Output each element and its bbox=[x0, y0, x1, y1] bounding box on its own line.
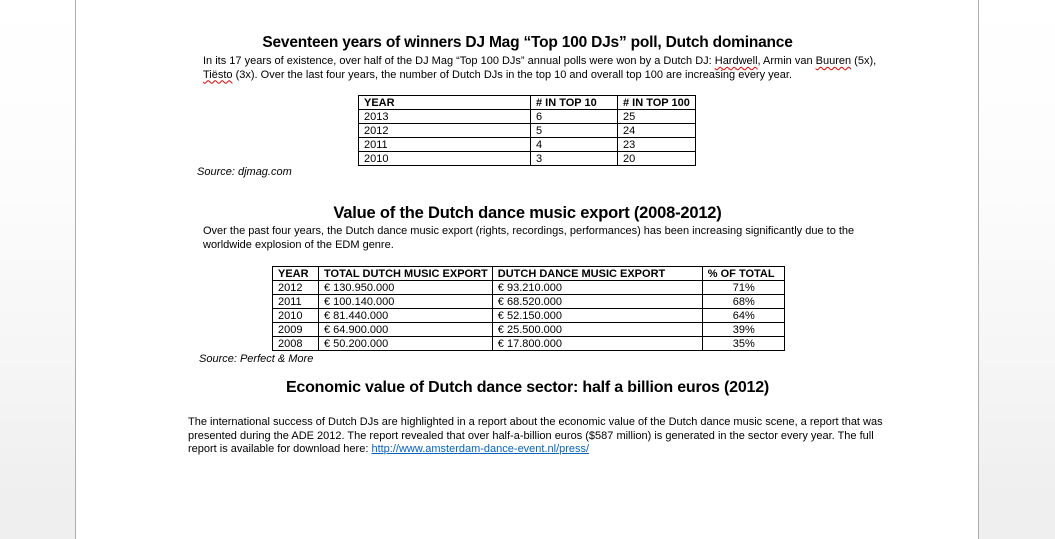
source-note-perfect-more: Source: Perfect & More bbox=[199, 353, 314, 365]
cell-top10: 6 bbox=[531, 110, 618, 124]
cell-year: 2012 bbox=[359, 124, 531, 138]
report-download-link[interactable]: http://www.amsterdam-dance-event.nl/press/ bbox=[371, 443, 590, 455]
cell-dance-export: € 52.150.000 bbox=[492, 309, 702, 323]
misspelled-word-tiesto: Tiësto bbox=[203, 68, 233, 81]
cell-top10: 4 bbox=[531, 138, 618, 152]
cell-total-export: € 50.200.000 bbox=[319, 337, 493, 351]
table-row bbox=[273, 295, 785, 309]
cell-pct-total: 71% bbox=[702, 281, 784, 295]
column-header-year: YEAR bbox=[273, 267, 319, 281]
cell-year: 2012 bbox=[273, 281, 319, 295]
table-header-row bbox=[359, 96, 696, 110]
column-header-top100: # IN TOP 100 bbox=[618, 96, 696, 110]
cell-pct-total: 35% bbox=[702, 337, 784, 351]
paragraph-export-intro: Over the past four years, the Dutch dance music export (rights, recordings, performances) has been increasing significantly due to the worldwide explosion of the EDM genre. bbox=[203, 225, 855, 251]
dj-top100-table bbox=[358, 95, 696, 166]
cell-top100: 25 bbox=[618, 110, 696, 124]
export-value-table bbox=[272, 266, 785, 351]
cell-dance-export: € 17.800.000 bbox=[492, 337, 702, 351]
cell-total-export: € 130.950.000 bbox=[319, 281, 493, 295]
cell-year: 2013 bbox=[359, 110, 531, 124]
intro-text: (3x). Over the last four years, the number of Dutch DJs in the top 10 and overall top 100 are increasing every year. bbox=[232, 68, 792, 81]
cell-total-export: € 100.140.000 bbox=[319, 295, 493, 309]
cell-top100: 20 bbox=[618, 152, 696, 166]
table-header-row bbox=[273, 267, 785, 281]
cell-year: 2011 bbox=[359, 138, 531, 152]
intro-text: In its 17 years of existence, over half of the DJ Mag “Top 100 DJs” annual polls were won by a Dutch DJ: bbox=[203, 55, 715, 67]
cell-year: 2008 bbox=[273, 337, 319, 351]
cell-total-export: € 64.900.000 bbox=[319, 323, 493, 337]
table-row bbox=[273, 337, 785, 351]
table-row bbox=[359, 110, 696, 124]
cell-year: 2010 bbox=[273, 309, 319, 323]
document-page[interactable] bbox=[77, 0, 978, 539]
section-heading-export: Value of the Dutch dance music export (2008-2012) bbox=[333, 204, 722, 222]
body-text: The international success of Dutch DJs are highlighted in a report about the economic value of the Dutch dance music scene, a report that was presented during the ADE 2012. The report revealed that over half-a-billion euros ($587 million) is generated in the sector every year. The full report is available for download here: bbox=[188, 416, 883, 455]
cell-top10: 5 bbox=[531, 124, 618, 138]
table-row bbox=[359, 124, 696, 138]
cell-pct-total: 64% bbox=[702, 309, 784, 323]
column-header-total-export: TOTAL DUTCH MUSIC EXPORT bbox=[319, 267, 493, 281]
editor-right-margin bbox=[978, 0, 1055, 539]
source-note-djmag: Source: djmag.com bbox=[197, 166, 292, 178]
paragraph-dj-mag-intro bbox=[203, 55, 885, 82]
section-heading-economic: Economic value of Dutch dance sector: half a billion euros (2012) bbox=[285, 379, 770, 396]
misspelled-word-hardwell: Hardwell bbox=[714, 55, 758, 67]
cell-year: 2010 bbox=[359, 152, 531, 166]
table-row bbox=[359, 152, 696, 166]
cell-dance-export: € 68.520.000 bbox=[492, 295, 702, 309]
table-row bbox=[273, 323, 785, 337]
editor-left-margin bbox=[0, 0, 76, 539]
cell-dance-export: € 25.500.000 bbox=[492, 323, 702, 337]
section-heading-dj-mag: Seventeen years of winners DJ Mag “Top 100 DJs” poll, Dutch dominance bbox=[262, 34, 793, 51]
column-header-pct-total: % OF TOTAL bbox=[702, 267, 784, 281]
misspelled-word-buuren: Buuren bbox=[815, 55, 852, 67]
cell-year: 2009 bbox=[273, 323, 319, 337]
paragraph-economic-body bbox=[188, 416, 894, 457]
cell-dance-export: € 93.210.000 bbox=[492, 281, 702, 295]
cell-top10: 3 bbox=[531, 152, 618, 166]
cell-total-export: € 81.440.000 bbox=[319, 309, 493, 323]
cell-top100: 23 bbox=[618, 138, 696, 152]
column-header-top10: # IN TOP 10 bbox=[531, 96, 618, 110]
table-row bbox=[359, 138, 696, 152]
table-row bbox=[273, 281, 785, 295]
table-row bbox=[273, 309, 785, 323]
intro-text: , Armin van bbox=[757, 55, 816, 67]
column-header-year: YEAR bbox=[359, 96, 531, 110]
column-header-dance-export: DUTCH DANCE MUSIC EXPORT bbox=[492, 267, 702, 281]
cell-top100: 24 bbox=[618, 124, 696, 138]
cell-pct-total: 39% bbox=[702, 323, 784, 337]
intro-text: (5x), bbox=[851, 55, 877, 67]
cell-year: 2011 bbox=[273, 295, 319, 309]
cell-pct-total: 68% bbox=[702, 295, 784, 309]
